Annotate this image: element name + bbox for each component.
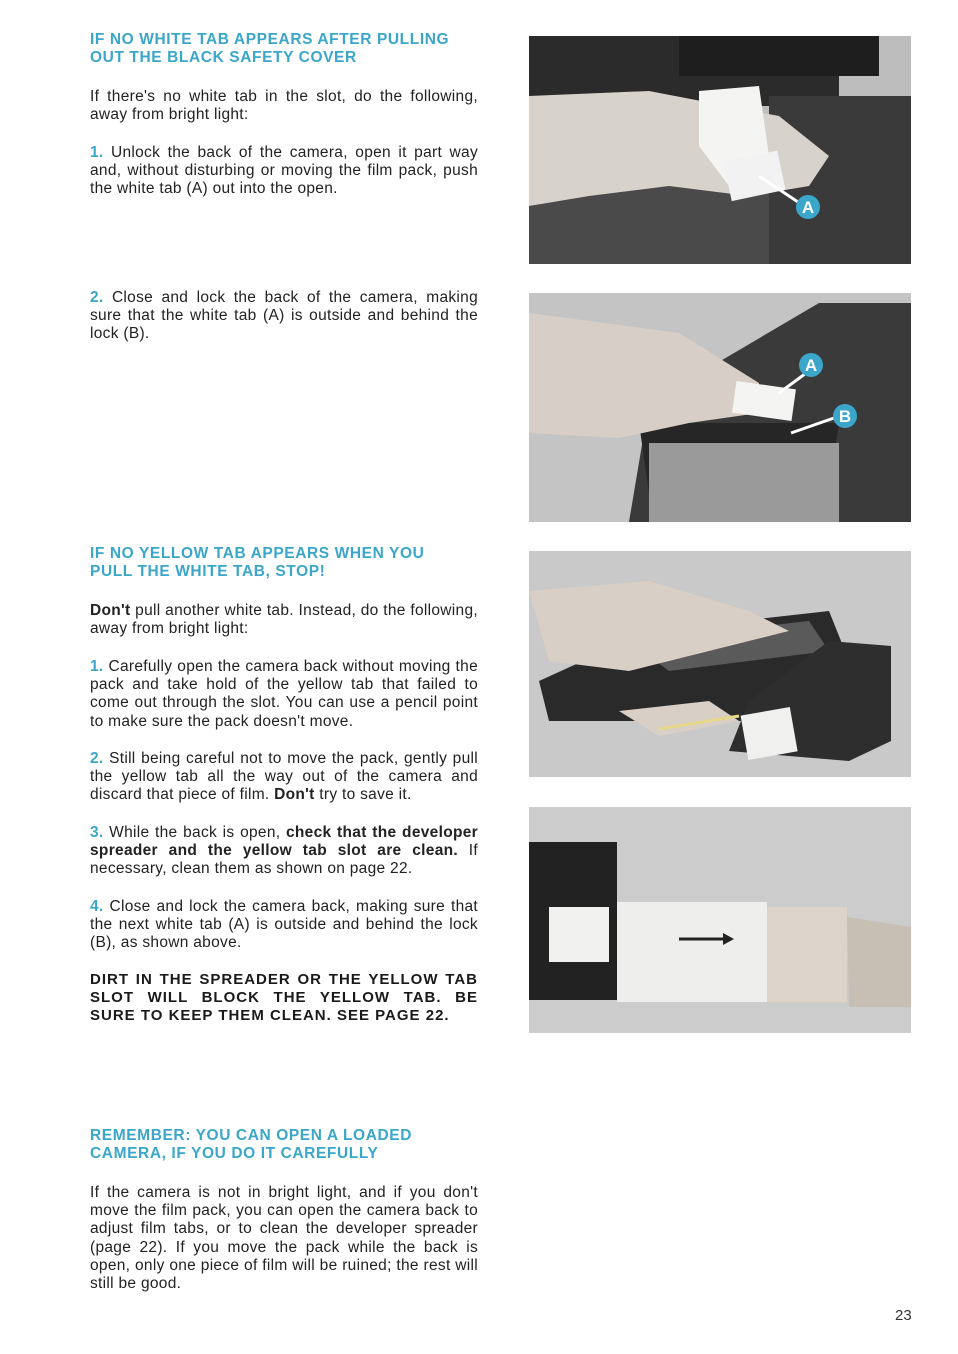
section3-heading [90, 1127, 490, 1163]
photo-pull-yellow-tab-illustration [529, 807, 911, 1033]
section2-heading-line2: PULL THE WHITE TAB, STOP! [90, 563, 326, 580]
section1-step1 [90, 144, 478, 199]
section1-intro: If there's no white tab in the slot, do the following, away from bright light: [90, 88, 478, 124]
photo-close-back [529, 293, 911, 522]
intro-text: pull another white tab. Instead, do the following, away from bright light: [90, 602, 478, 638]
section1-step2 [90, 289, 478, 344]
photo-close-back-illustration [529, 293, 911, 522]
step-text: If necessary, clean them as shown on page 22. [90, 842, 478, 878]
page-number: 23 [895, 1307, 912, 1324]
photo-push-white-tab-illustration [529, 36, 911, 264]
section2-heading-line1: IF NO YELLOW TAB APPEARS WHEN YOU [90, 545, 425, 562]
step-number: 2. [90, 289, 104, 306]
section3-heading-line1: REMEMBER: YOU CAN OPEN A LOADED [90, 1127, 413, 1144]
step-number: 1. [90, 144, 104, 161]
step-bold: Don't [274, 786, 315, 804]
step-number: 1. [90, 658, 104, 675]
section3-heading-line2: CAMERA, IF YOU DO IT CAREFULLY [90, 1145, 379, 1162]
label-a: A [801, 198, 815, 217]
dirt-warning: DIRT IN THE SPREADER OR THE YELLOW TAB SLOT WILL BLOCK THE YELLOW TAB. BE SURE TO KEEP THEM CLEAN. SEE PAGE 22. [90, 971, 478, 1025]
step-text: While the back is open, [109, 824, 286, 841]
step-number: 4. [90, 898, 104, 915]
label-a: A [804, 356, 818, 375]
photo-open-back-pencil [529, 551, 911, 777]
section1-heading-line2: OUT THE BLACK SAFETY COVER [90, 49, 357, 66]
section1-heading-line1: IF NO WHITE TAB APPEARS AFTER PULLING [90, 31, 450, 48]
section2-intro [90, 602, 478, 638]
photo-pull-yellow-tab [529, 807, 911, 1033]
step-number: 2. [90, 750, 104, 767]
photo-open-back-illustration [529, 551, 911, 777]
section3-body: If the camera is not in bright light, and if you don't move the film pack, you can open the camera back to adjust film tabs, or to clean the developer spreader (page 22). If you move the pack while the back is open, only one piece of film will be ruined; the rest will still be good. [90, 1184, 478, 1293]
step-text: Close and lock the camera back, making sure that the next white tab (A) is outside and behind the lock (B), as shown above. [90, 898, 479, 952]
step-text: Carefully open the camera back without moving the pack and take hold of the yellow tab that failed to come out through the slot. You can use a pencil point to make sure the pack doesn't move. [90, 658, 478, 730]
section2-step3 [90, 824, 478, 879]
step-text: Close and lock the back of the camera, making sure that the white tab (A) is outside and behind the lock (B). [90, 289, 478, 343]
label-b: B [838, 407, 852, 426]
step-text: Unlock the back of the camera, open it part way and, without disturbing or moving the film pack, push the white tab (A) out into the open. [90, 144, 478, 198]
section2-step4 [90, 898, 478, 953]
photo-push-white-tab [529, 36, 911, 264]
section2-step2 [90, 750, 478, 805]
step-text: try to save it. [314, 786, 412, 804]
step-number: 3. [90, 824, 104, 841]
step-text: Still being careful not to move the pack, gently pull the yellow tab all the way out of the camera and discard that piece of film. [90, 750, 478, 804]
section2-step1 [90, 658, 478, 731]
intro-bold: Don't [90, 602, 131, 619]
section1-heading [90, 31, 490, 67]
section2-heading [90, 545, 490, 581]
step-bold: check that the developer spreader and the yellow tab slot are clean. [90, 824, 478, 860]
